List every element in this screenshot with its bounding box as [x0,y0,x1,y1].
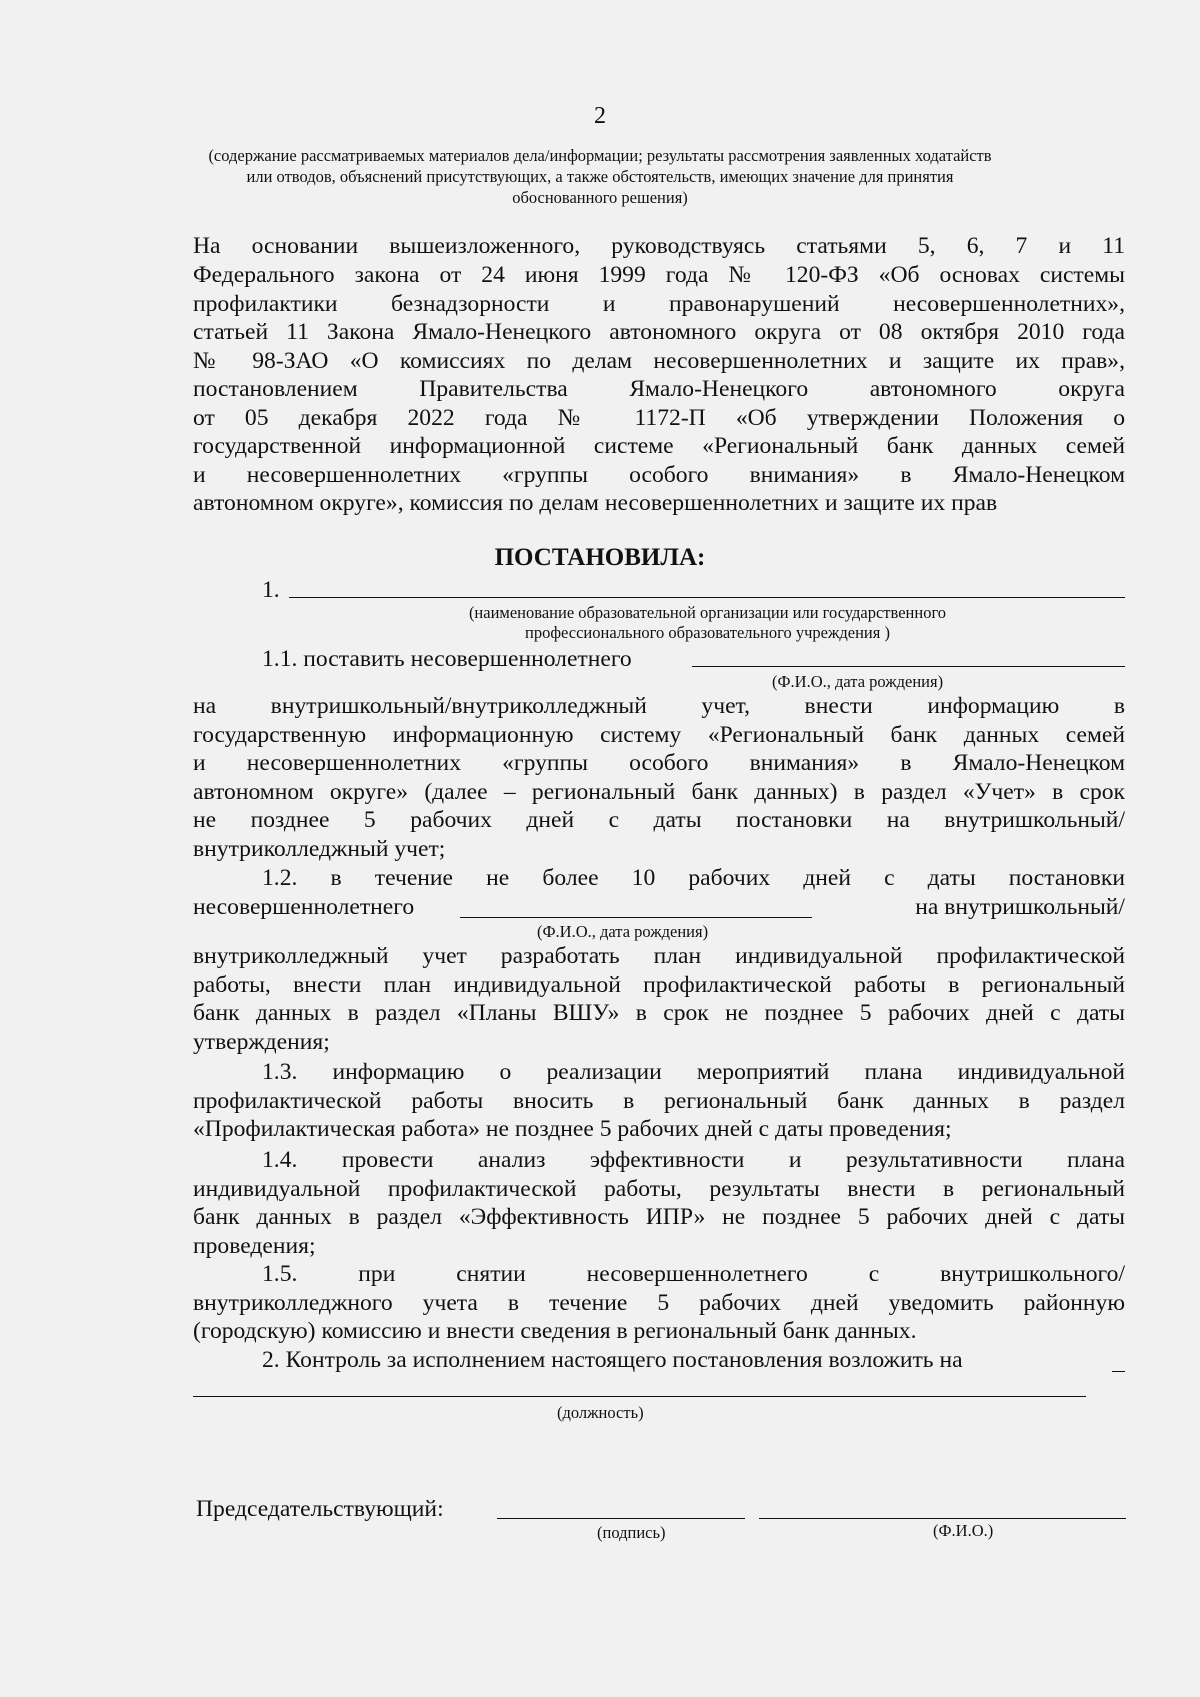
item-1-2-text: банк данных в раздел «Планы ВШУ» в срок не позднее 5 рабочих дней с даты [193,1000,1125,1026]
intro-line: и несовершеннолетних «группы особого внимания» в Ямало-Ненецком [193,462,1125,488]
item-1-3-text: «Профилактическая работа» не позднее 5 рабочих дней с даты проведения; [193,1116,952,1142]
item-2-trailing-line [1112,1371,1125,1372]
intro-line: от 05 декабря 2022 года № 1172-П «Об утверждении Положения о [193,405,1125,431]
top-note-line-2: или отводов, объяснений присутствующих, а также обстоятельств, имеющих значение для принятия [246,167,954,186]
chairman-label: Председательствующий: [196,1496,444,1522]
item-2-text: 2. Контроль за исполнением настоящего постановления возложить на [262,1347,963,1373]
item-2-blank-line [193,1396,1086,1397]
item-1-1-line: и несовершеннолетних «группы особого внимания» в Ямало-Ненецком [193,750,1125,776]
item-1-number: 1. [262,577,280,603]
item-1-4-text: 1.4. провести анализ эффективности и результативности плана [262,1147,1125,1173]
item-1-2-text: внутриколледжный учет разработать план индивидуальной профилактической [193,943,1125,969]
item-1-5-text: внутриколледжного учета в течение 5 рабочих дней уведомить районную [193,1290,1125,1316]
intro-line: автономном округе», комиссия по делам несовершеннолетних и защите их прав [193,490,998,516]
item-1-5-text: (городскую) комиссию и внести сведения в региональный банк данных. [193,1318,917,1344]
intro-line: № 98-ЗАО «О комиссиях по делам несовершеннолетних и защите их прав», [193,348,1125,374]
intro-line: На основании вышеизложенного, руководствуясь статьями 5, 6, 7 и 11 [193,233,1125,259]
intro-line: статьей 11 Закона Ямало-Ненецкого автономного округа от 08 октября 2010 года [193,319,1125,345]
item-1-2-text: утверждения; [193,1029,330,1055]
item-1-4-text: банк данных в раздел «Эффективность ИПР» не позднее 5 рабочих дней с даты [193,1204,1125,1230]
item-1-1-line: не позднее 5 рабочих дней с даты постановки на внутришкольный/ [193,807,1125,833]
item-1-1-line: автономном округе» (далее – региональный банк данных) в раздел «Учет» в срок [193,779,1125,805]
intro-line: постановлением Правительства Ямало-Ненецкого автономного округа [193,376,1125,402]
signature-caption: (подпись) [597,1523,666,1542]
item-1-5-text: 1.5. при снятии несовершеннолетнего с внутришкольного/ [262,1261,1125,1287]
item-1-3-text: 1.3. информацию о реализации мероприятий плана индивидуальной [262,1059,1125,1085]
item-1-1-blank-line [692,666,1125,667]
top-note-line-3: обоснованного решения) [512,188,688,207]
item-1-blank-line [289,597,1125,598]
name-caption: (Ф.И.О.) [933,1521,994,1540]
top-note-line-1: (содержание рассматриваемых материалов дела/информации; результаты рассмотрения заявленных ходатайств [208,146,992,165]
intro-line: государственной информационной системе «Региональный банк данных семей [193,433,1125,459]
intro-line: Федерального закона от 24 июня 1999 года № 120-ФЗ «Об основах системы [193,262,1125,288]
item-1-1-line: внутриколледжный учет; [193,836,446,862]
item-1-1-caption: (Ф.И.О., дата рождения) [772,672,944,691]
intro-line: профилактики безнадзорности и правонарушений несовершеннолетних», [193,291,1125,317]
signature-line [497,1518,745,1519]
item-1-1-line: государственную информационную систему «Региональный банк данных семей [193,722,1125,748]
item-1-2-text: работы, внести план индивидуальной профилактической работы в региональный [193,972,1125,998]
item-1-1-label: 1.1. поставить несовершеннолетнего [262,646,632,672]
item-1-1-line: на внутришкольный/внутриколледжный учет, внести информацию в [193,693,1125,719]
item-2-caption: (должность) [557,1403,644,1422]
item-1-2-line: 1.2. в течение не более 10 рабочих дней с даты постановки [262,865,1125,891]
item-1-caption-line-2: профессионального образовательного учреждения ) [525,623,890,642]
item-1-4-text: индивидуальной профилактической работы, результаты внести в региональный [193,1176,1125,1202]
item-1-caption-line-1: (наименование образовательной организации или государственного [468,603,947,622]
item-1-3-text: профилактической работы вносить в региональный банк данных в раздел [193,1088,1125,1114]
item-1-4-text: проведения; [193,1233,316,1259]
name-line [759,1518,1126,1519]
item-1-2-line-right: на внутришкольный/ [915,894,1125,920]
item-1-2-line-left: несовершеннолетнего [193,894,415,920]
item-1-2-caption: (Ф.И.О., дата рождения) [537,922,709,941]
item-1-2-blank-line [460,917,812,918]
page-number: 2 [594,103,606,129]
resolution-heading: ПОСТАНОВИЛА: [494,544,706,571]
